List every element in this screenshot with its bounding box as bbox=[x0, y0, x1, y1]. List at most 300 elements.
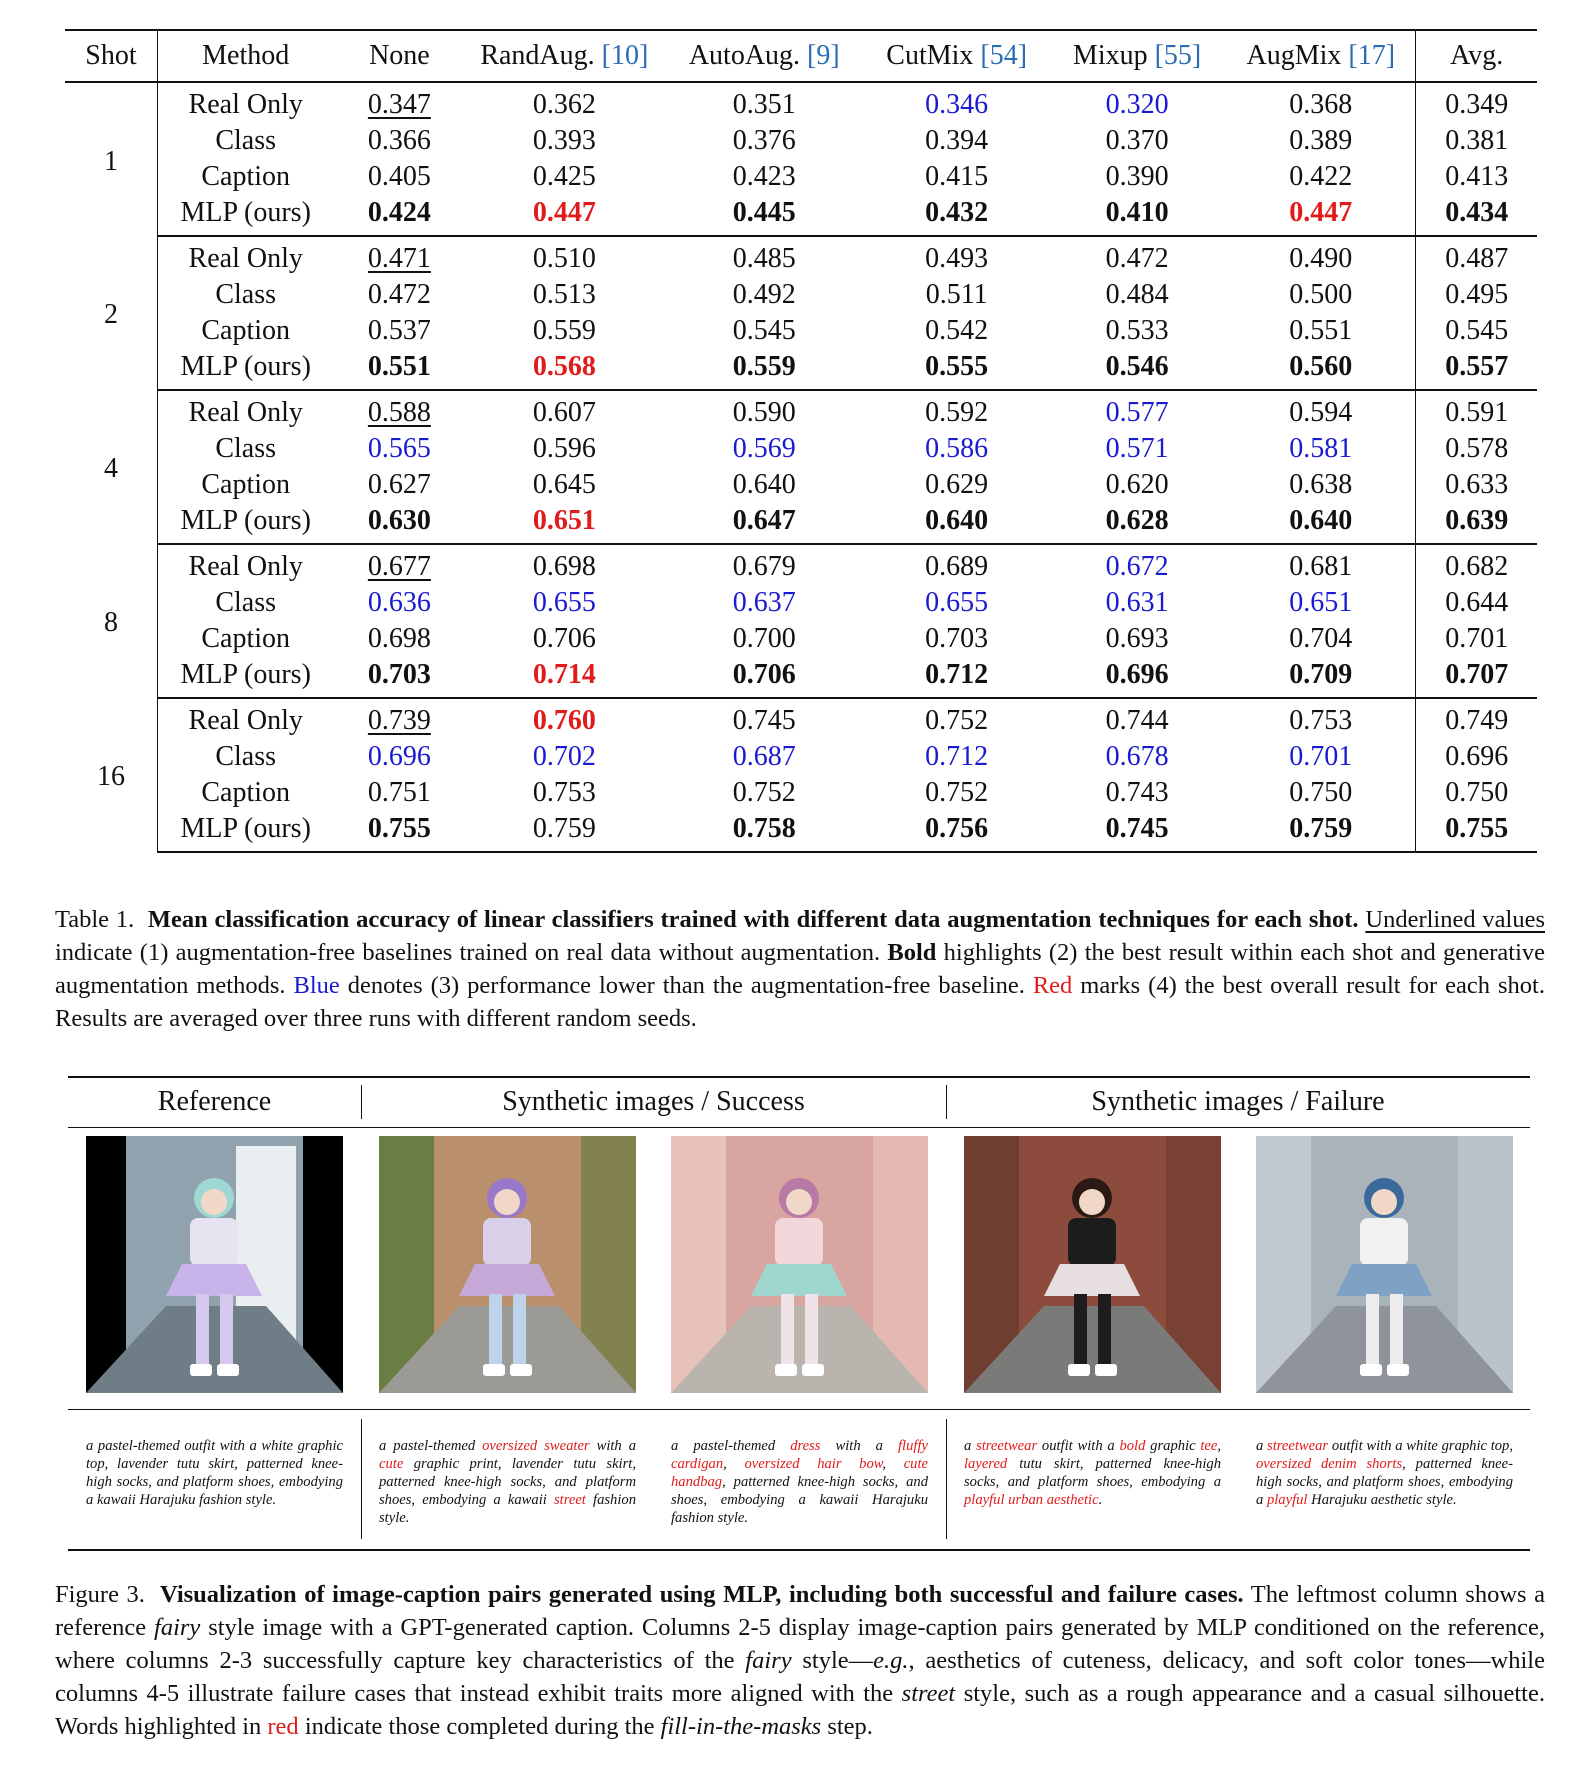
value-text: 0.755 bbox=[367, 813, 431, 844]
value-cell bbox=[865, 277, 1048, 313]
value-text: 0.704 bbox=[1289, 623, 1353, 654]
value-text: 0.394 bbox=[925, 125, 989, 156]
shot-cell: 8 bbox=[65, 544, 157, 698]
value-cell bbox=[333, 544, 465, 585]
avg-text: 0.434 bbox=[1445, 197, 1509, 228]
figure-leg bbox=[781, 1294, 794, 1366]
value-cell bbox=[1048, 467, 1226, 503]
highlighted-word: oversized sweater bbox=[482, 1438, 590, 1454]
header-autoaug bbox=[663, 30, 865, 82]
value-cell bbox=[1226, 698, 1416, 739]
table-row bbox=[65, 467, 1537, 503]
table-row bbox=[65, 123, 1537, 159]
avg-text: 0.633 bbox=[1445, 469, 1509, 500]
figure-leg bbox=[1366, 1294, 1379, 1366]
avg-text: 0.591 bbox=[1445, 397, 1509, 428]
table-row bbox=[65, 236, 1537, 277]
figure-header-rule bbox=[68, 1127, 1530, 1128]
value-text: 0.651 bbox=[1289, 587, 1353, 618]
method-cell: Caption bbox=[201, 777, 291, 808]
value-text: 0.513 bbox=[532, 279, 596, 310]
table-caption-title: Mean classification accuracy of linear classifiers trained with different data augmentation techniques for each shot. bbox=[147, 906, 1359, 933]
figure-caption-text: style, such as a rough appearance and a casual silhouette. Words highlighted in bbox=[55, 1680, 1545, 1740]
figure-divider bbox=[946, 1419, 947, 1539]
value-cell bbox=[663, 277, 865, 313]
value-text: 0.581 bbox=[1289, 433, 1353, 464]
value-cell bbox=[865, 811, 1048, 852]
highlighted-word: playful bbox=[1266, 1492, 1308, 1508]
avg-text: 0.545 bbox=[1445, 315, 1509, 346]
citation-link[interactable]: [55] bbox=[1154, 40, 1202, 71]
figure-caption-text: The leftmost column shows a reference bbox=[55, 1581, 1546, 1641]
avg-cell bbox=[1416, 123, 1537, 159]
table-row bbox=[65, 811, 1537, 852]
avg-text: 0.578 bbox=[1445, 433, 1509, 464]
caption-text: , bbox=[723, 1456, 745, 1472]
value-text: 0.689 bbox=[925, 551, 989, 582]
value-cell bbox=[663, 544, 865, 585]
value-cell bbox=[333, 277, 465, 313]
figure-bottom-rule bbox=[68, 1549, 1530, 1551]
value-text: 0.555 bbox=[925, 351, 989, 382]
method-cell: Class bbox=[215, 125, 277, 156]
avg-text: 0.701 bbox=[1445, 623, 1509, 654]
value-cell bbox=[333, 123, 465, 159]
value-cell bbox=[465, 159, 663, 195]
value-cell bbox=[1048, 236, 1226, 277]
figure-shoe bbox=[1360, 1364, 1382, 1376]
figure-shoe bbox=[510, 1364, 532, 1376]
value-text: 0.693 bbox=[1105, 623, 1169, 654]
table-caption-text: denotes (3) performance lower than the augmentation-free baseline. bbox=[339, 972, 1033, 999]
value-text: 0.703 bbox=[367, 659, 431, 690]
value-cell bbox=[333, 585, 465, 621]
value-text: 0.739 bbox=[367, 705, 431, 736]
value-text: 0.484 bbox=[1105, 279, 1169, 310]
underline-legend: Underlined values bbox=[1365, 906, 1545, 933]
avg-text: 0.495 bbox=[1445, 279, 1509, 310]
header-avg: Avg. bbox=[1416, 30, 1537, 82]
value-cell bbox=[1048, 657, 1226, 698]
avg-text: 0.349 bbox=[1445, 89, 1509, 120]
value-text: 0.577 bbox=[1105, 397, 1169, 428]
value-cell bbox=[663, 585, 865, 621]
value-text: 0.640 bbox=[732, 469, 796, 500]
value-text: 0.706 bbox=[532, 623, 596, 654]
value-text: 0.423 bbox=[732, 161, 796, 192]
value-text: 0.586 bbox=[925, 433, 989, 464]
value-text: 0.759 bbox=[1289, 813, 1353, 844]
highlighted-word: playful urban aesthetic bbox=[964, 1492, 1099, 1508]
table-row bbox=[65, 195, 1537, 236]
bold-legend: Bold bbox=[887, 939, 937, 966]
success-image-2-graphic bbox=[671, 1136, 928, 1393]
value-text: 0.569 bbox=[732, 433, 796, 464]
figure-caption-label: Figure 3. bbox=[55, 1581, 145, 1608]
value-cell bbox=[1048, 195, 1226, 236]
value-cell bbox=[333, 775, 465, 811]
value-text: 0.760 bbox=[532, 705, 596, 736]
method-cell: Class bbox=[215, 587, 277, 618]
highlighted-word: dress bbox=[790, 1438, 821, 1454]
value-cell bbox=[865, 390, 1048, 431]
citation-link[interactable]: [10] bbox=[601, 40, 649, 71]
value-text: 0.500 bbox=[1289, 279, 1353, 310]
table-caption-text: indicate (1) augmentation-free baselines trained on real data without augmentation. bbox=[55, 939, 888, 966]
value-cell bbox=[465, 313, 663, 349]
value-cell bbox=[865, 349, 1048, 390]
value-cell bbox=[465, 544, 663, 585]
citation-link[interactable]: [54] bbox=[980, 40, 1028, 71]
value-cell bbox=[663, 503, 865, 544]
figure-face bbox=[786, 1189, 812, 1215]
value-text: 0.651 bbox=[532, 505, 596, 536]
value-text: 0.751 bbox=[367, 777, 431, 808]
value-cell bbox=[1226, 195, 1416, 236]
value-cell bbox=[333, 431, 465, 467]
figure-top bbox=[1068, 1218, 1116, 1266]
value-cell bbox=[333, 195, 465, 236]
figure-shoe bbox=[775, 1364, 797, 1376]
table-row bbox=[65, 159, 1537, 195]
value-text: 0.637 bbox=[732, 587, 796, 618]
caption-text: , patterned knee-high socks, and shoes, embodying a kawaii Harajuku fashion style. bbox=[671, 1474, 928, 1526]
blue-legend: Blue bbox=[293, 972, 340, 999]
value-text: 0.750 bbox=[1289, 777, 1353, 808]
value-text: 0.472 bbox=[367, 279, 431, 310]
avg-text: 0.639 bbox=[1445, 505, 1509, 536]
header-augmix-label: AugMix bbox=[1246, 40, 1342, 71]
value-text: 0.592 bbox=[925, 397, 989, 428]
citation-link[interactable]: [9] bbox=[807, 40, 840, 71]
caption-text: , bbox=[882, 1456, 904, 1472]
table-row bbox=[65, 775, 1537, 811]
figure-leg bbox=[1074, 1294, 1087, 1366]
value-cell bbox=[865, 775, 1048, 811]
table-row bbox=[65, 349, 1537, 390]
shot-group bbox=[65, 82, 1537, 236]
value-cell bbox=[333, 159, 465, 195]
value-text: 0.471 bbox=[367, 243, 431, 274]
figure-leg bbox=[489, 1294, 502, 1366]
method-cell: MLP (ours) bbox=[157, 503, 333, 544]
figure-face bbox=[1079, 1189, 1105, 1215]
value-text: 0.425 bbox=[532, 161, 596, 192]
value-text: 0.405 bbox=[367, 161, 431, 192]
value-cell bbox=[1226, 236, 1416, 277]
value-text: 0.743 bbox=[1105, 777, 1169, 808]
value-text: 0.390 bbox=[1105, 161, 1169, 192]
image-caption-success-1 bbox=[379, 1437, 636, 1527]
value-text: 0.559 bbox=[732, 351, 796, 382]
method-cell: Class bbox=[215, 433, 277, 464]
value-cell bbox=[865, 739, 1048, 775]
figure-shoe bbox=[483, 1364, 505, 1376]
value-cell bbox=[333, 657, 465, 698]
value-cell bbox=[1048, 739, 1226, 775]
caption-text: Harajuku aesthetic style. bbox=[1307, 1492, 1457, 1508]
header-shot: Shot bbox=[65, 30, 157, 82]
figure-top bbox=[1360, 1218, 1408, 1266]
method-cell: Real Only bbox=[188, 89, 303, 120]
value-text: 0.698 bbox=[532, 551, 596, 582]
shot-group bbox=[65, 544, 1537, 698]
value-text: 0.493 bbox=[925, 243, 989, 274]
value-text: 0.537 bbox=[367, 315, 431, 346]
value-cell bbox=[465, 811, 663, 852]
value-cell bbox=[663, 811, 865, 852]
avg-text: 0.413 bbox=[1445, 161, 1509, 192]
value-cell bbox=[465, 349, 663, 390]
figure-caption bbox=[55, 1578, 1545, 1743]
value-text: 0.681 bbox=[1289, 551, 1353, 582]
header-augmix bbox=[1226, 30, 1416, 82]
caption-text: a pastel-themed bbox=[379, 1438, 483, 1454]
value-cell bbox=[465, 123, 663, 159]
value-text: 0.696 bbox=[1105, 659, 1169, 690]
shot-cell: 4 bbox=[65, 390, 157, 544]
caption-text: a bbox=[1256, 1438, 1268, 1454]
value-text: 0.701 bbox=[1289, 741, 1353, 772]
value-text: 0.485 bbox=[732, 243, 796, 274]
value-text: 0.472 bbox=[1105, 243, 1169, 274]
figure-caption-text: style image with a GPT-generated caption. Columns 2-5 display image-caption pairs generated by MLP conditioned on the reference, where columns 2-3 successfully capture key characteristics of the bbox=[55, 1614, 1545, 1674]
figure-top bbox=[775, 1218, 823, 1266]
caption-text: graphic print, lavender tutu skirt, patterned knee-high socks, and platform shoes, embodying a kawaii bbox=[379, 1456, 636, 1508]
header-mixup bbox=[1048, 30, 1226, 82]
value-cell bbox=[1226, 349, 1416, 390]
avg-cell bbox=[1416, 313, 1537, 349]
shot-group bbox=[65, 390, 1537, 544]
avg-text: 0.557 bbox=[1445, 351, 1509, 382]
red-legend: Red bbox=[1032, 972, 1073, 999]
header-mixup-label: Mixup bbox=[1072, 40, 1148, 71]
value-cell bbox=[333, 349, 465, 390]
value-cell bbox=[865, 585, 1048, 621]
value-cell bbox=[1048, 123, 1226, 159]
highlighted-word: oversized hair bow bbox=[744, 1456, 883, 1472]
image-caption-failure-1 bbox=[964, 1437, 1221, 1509]
header-method: Method bbox=[202, 40, 290, 71]
header-cutmix bbox=[865, 30, 1048, 82]
figure-skirt bbox=[751, 1264, 847, 1296]
value-text: 0.636 bbox=[367, 587, 431, 618]
value-cell bbox=[1226, 277, 1416, 313]
value-cell bbox=[1048, 585, 1226, 621]
avg-text: 0.381 bbox=[1445, 125, 1509, 156]
value-cell bbox=[465, 390, 663, 431]
avg-text: 0.750 bbox=[1445, 777, 1509, 808]
value-text: 0.655 bbox=[925, 587, 989, 618]
value-text: 0.422 bbox=[1289, 161, 1353, 192]
avg-text: 0.755 bbox=[1445, 813, 1509, 844]
value-cell bbox=[663, 159, 865, 195]
figure-top bbox=[483, 1218, 531, 1266]
avg-cell bbox=[1416, 544, 1537, 585]
avg-text: 0.682 bbox=[1445, 551, 1509, 582]
value-cell bbox=[865, 657, 1048, 698]
value-cell bbox=[1226, 159, 1416, 195]
value-cell bbox=[1048, 811, 1226, 852]
avg-cell bbox=[1416, 739, 1537, 775]
avg-cell bbox=[1416, 811, 1537, 852]
value-cell bbox=[1226, 82, 1416, 123]
value-cell bbox=[1048, 313, 1226, 349]
value-text: 0.545 bbox=[732, 315, 796, 346]
value-cell bbox=[1048, 621, 1226, 657]
value-cell bbox=[333, 236, 465, 277]
table-row bbox=[65, 277, 1537, 313]
table-row bbox=[65, 698, 1537, 739]
value-text: 0.706 bbox=[732, 659, 796, 690]
value-text: 0.696 bbox=[367, 741, 431, 772]
header-randaug bbox=[465, 30, 663, 82]
value-cell bbox=[465, 657, 663, 698]
value-cell bbox=[465, 503, 663, 544]
highlighted-word: oversized denim shorts bbox=[1256, 1456, 1403, 1472]
value-cell bbox=[663, 739, 865, 775]
value-cell bbox=[333, 82, 465, 123]
value-cell bbox=[333, 698, 465, 739]
value-cell bbox=[333, 313, 465, 349]
value-text: 0.698 bbox=[367, 623, 431, 654]
avg-cell bbox=[1416, 431, 1537, 467]
value-cell bbox=[663, 123, 865, 159]
avg-text: 0.749 bbox=[1445, 705, 1509, 736]
value-cell bbox=[333, 503, 465, 544]
citation-link[interactable]: [17] bbox=[1348, 40, 1396, 71]
figure-caption-italic: street bbox=[901, 1680, 956, 1707]
figure-leg bbox=[196, 1294, 209, 1366]
avg-cell bbox=[1416, 467, 1537, 503]
value-cell bbox=[865, 503, 1048, 544]
caption-text: , bbox=[1217, 1438, 1222, 1454]
value-cell bbox=[465, 585, 663, 621]
value-cell bbox=[1048, 698, 1226, 739]
value-text: 0.590 bbox=[732, 397, 796, 428]
figure-shoe bbox=[217, 1364, 239, 1376]
table-row bbox=[65, 585, 1537, 621]
value-text: 0.415 bbox=[925, 161, 989, 192]
table-caption-text: marks (4) the best overall result for each shot. Results are averaged over three runs with different random seeds. bbox=[55, 972, 1545, 1032]
figure-shoe bbox=[802, 1364, 824, 1376]
value-cell bbox=[865, 195, 1048, 236]
value-cell bbox=[1226, 621, 1416, 657]
figure-caption-text: style— bbox=[791, 1647, 874, 1674]
reference-image-graphic bbox=[86, 1136, 343, 1393]
avg-cell bbox=[1416, 621, 1537, 657]
value-cell bbox=[1226, 467, 1416, 503]
value-cell bbox=[1226, 544, 1416, 585]
value-text: 0.533 bbox=[1105, 315, 1169, 346]
value-text: 0.638 bbox=[1289, 469, 1353, 500]
table-caption-label: Table 1. bbox=[55, 906, 135, 933]
value-cell bbox=[865, 621, 1048, 657]
avg-text: 0.696 bbox=[1445, 741, 1509, 772]
caption-text: a pastel-themed bbox=[671, 1438, 791, 1454]
value-cell bbox=[865, 82, 1048, 123]
figure-header-success: Synthetic images / Success bbox=[502, 1086, 805, 1117]
table-row bbox=[65, 657, 1537, 698]
figure-skirt bbox=[166, 1264, 262, 1296]
table-row bbox=[65, 544, 1537, 585]
figure-leg bbox=[1390, 1294, 1403, 1366]
figure-caption-italic: e.g. bbox=[873, 1647, 909, 1674]
value-text: 0.655 bbox=[532, 587, 596, 618]
table-row bbox=[65, 739, 1537, 775]
value-cell bbox=[663, 467, 865, 503]
value-cell bbox=[663, 431, 865, 467]
value-cell bbox=[1048, 82, 1226, 123]
value-cell bbox=[1048, 431, 1226, 467]
avg-cell bbox=[1416, 349, 1537, 390]
figure-shoe bbox=[1095, 1364, 1117, 1376]
value-cell bbox=[333, 390, 465, 431]
value-text: 0.410 bbox=[1105, 197, 1169, 228]
highlighted-word: cute bbox=[379, 1456, 404, 1472]
value-text: 0.389 bbox=[1289, 125, 1353, 156]
value-cell bbox=[663, 195, 865, 236]
header-none: None bbox=[369, 40, 430, 71]
caption-text: with a bbox=[589, 1438, 636, 1454]
figure-leg bbox=[220, 1294, 233, 1366]
value-text: 0.745 bbox=[1105, 813, 1169, 844]
value-text: 0.700 bbox=[732, 623, 796, 654]
value-cell bbox=[865, 431, 1048, 467]
reference-image bbox=[86, 1136, 343, 1393]
value-text: 0.542 bbox=[925, 315, 989, 346]
value-cell bbox=[663, 621, 865, 657]
value-cell bbox=[865, 313, 1048, 349]
value-text: 0.551 bbox=[367, 351, 431, 382]
caption-text: with a bbox=[820, 1438, 898, 1454]
failure-image-2 bbox=[1256, 1136, 1513, 1393]
header-cutmix-label: CutMix bbox=[886, 40, 974, 71]
value-cell bbox=[663, 349, 865, 390]
value-text: 0.702 bbox=[532, 741, 596, 772]
value-text: 0.594 bbox=[1289, 397, 1353, 428]
value-cell bbox=[1048, 349, 1226, 390]
figure-top-rule bbox=[68, 1076, 1530, 1078]
value-cell bbox=[663, 313, 865, 349]
figure-leg bbox=[1098, 1294, 1111, 1366]
value-text: 0.758 bbox=[732, 813, 796, 844]
shot-group bbox=[65, 236, 1537, 390]
table-row bbox=[65, 313, 1537, 349]
method-cell: MLP (ours) bbox=[157, 657, 333, 698]
figure-caption-italic: fairy bbox=[745, 1647, 792, 1674]
value-cell bbox=[465, 431, 663, 467]
value-cell bbox=[1226, 811, 1416, 852]
caption-text: a bbox=[964, 1438, 977, 1454]
success-image-2 bbox=[671, 1136, 928, 1393]
figure-skirt bbox=[1336, 1264, 1432, 1296]
value-cell bbox=[663, 698, 865, 739]
figure-caption-italic: fill-in-the-masks bbox=[660, 1713, 822, 1740]
value-text: 0.645 bbox=[532, 469, 596, 500]
value-cell bbox=[465, 82, 663, 123]
avg-cell bbox=[1416, 390, 1537, 431]
success-image-1-graphic bbox=[379, 1136, 636, 1393]
highlighted-word: cute handbag bbox=[671, 1456, 928, 1490]
table-caption bbox=[55, 903, 1545, 1035]
avg-cell bbox=[1416, 82, 1537, 123]
value-cell bbox=[663, 390, 865, 431]
value-text: 0.551 bbox=[1289, 315, 1353, 346]
value-text: 0.744 bbox=[1105, 705, 1169, 736]
value-text: 0.630 bbox=[367, 505, 431, 536]
value-cell bbox=[663, 657, 865, 698]
